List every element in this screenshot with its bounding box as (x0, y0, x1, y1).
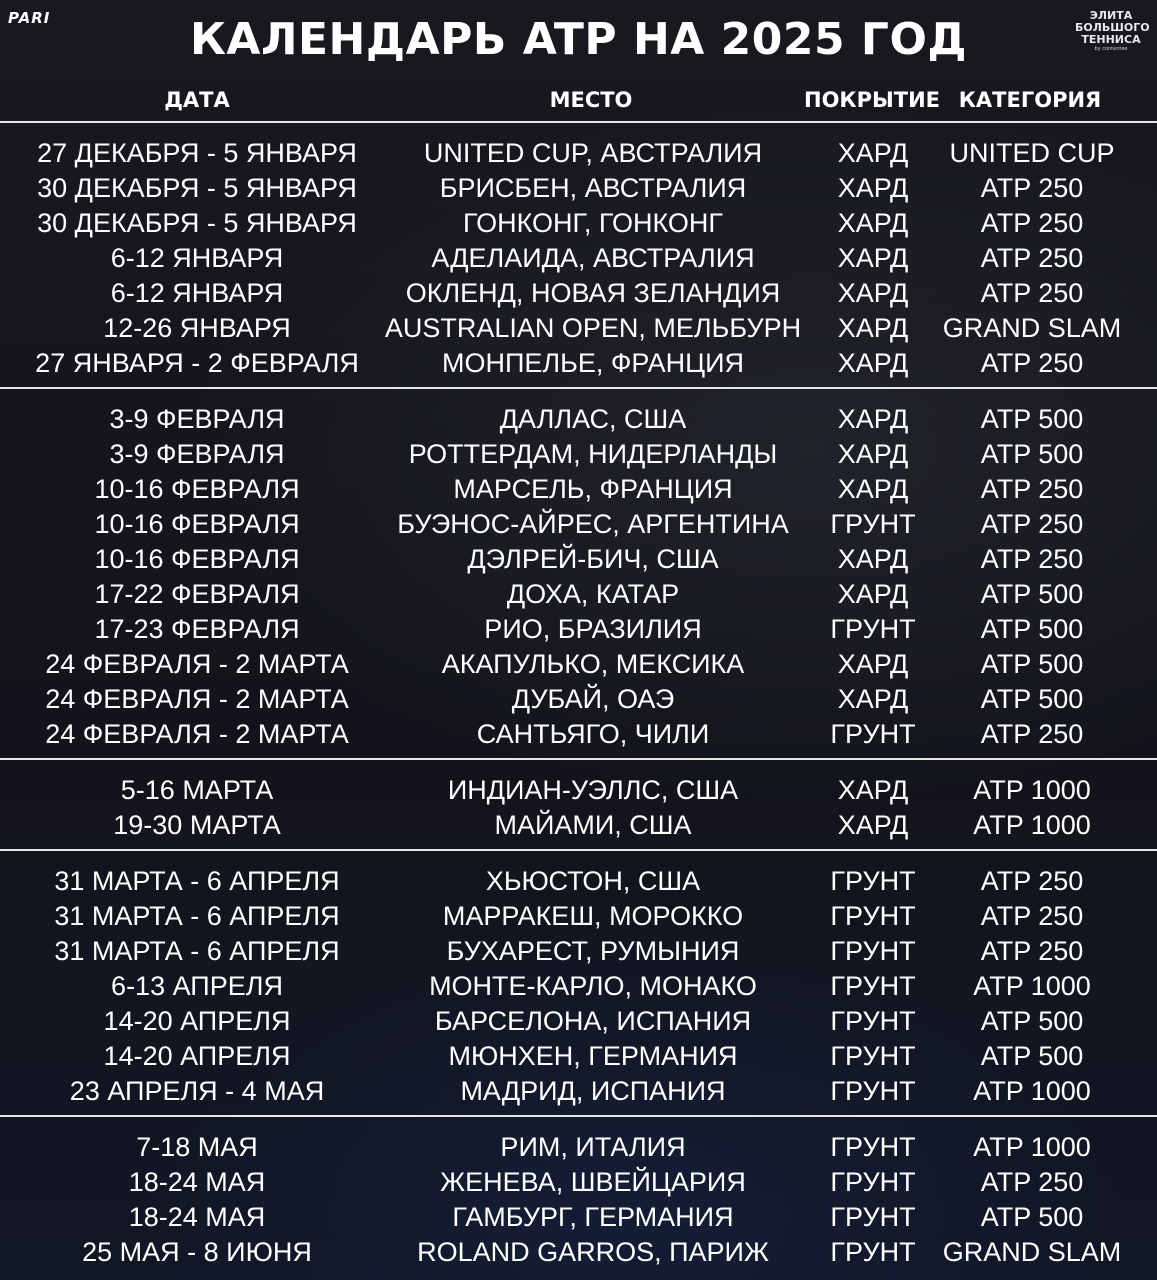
cell-category: ATP 500 (980, 439, 1084, 469)
cell-date: 25 МАЯ - 8 ИЮНЯ (82, 1237, 312, 1267)
cell-date: 3-9 ФЕВРАЛЯ (109, 439, 285, 469)
cell-place: ОКЛЕНД, НОВАЯ ЗЕЛАНДИЯ (405, 278, 781, 308)
cell-surface: ХАРД (837, 243, 909, 273)
table-row (0, 241, 1157, 276)
cell-surface: ХАРД (837, 649, 909, 679)
cell-surface: ХАРД (837, 208, 909, 238)
table-row (0, 276, 1157, 311)
cell-surface: ГРУНТ (830, 1237, 916, 1267)
table-row (0, 612, 1157, 647)
table-row (0, 437, 1157, 472)
cell-date: 3-9 ФЕВРАЛЯ (109, 404, 285, 434)
cell-category: ATP 1000 (973, 775, 1091, 805)
cell-place: РИМ, ИТАЛИЯ (500, 1132, 686, 1162)
cell-surface: ХАРД (837, 684, 909, 714)
cell-category: ATP 500 (980, 649, 1084, 679)
cell-category: ATP 250 (980, 1167, 1084, 1197)
cell-date: 18-24 МАЯ (128, 1202, 266, 1232)
table-row (0, 136, 1157, 171)
cell-surface: ГРУНТ (830, 1006, 916, 1036)
cell-place: МАДРИД, ИСПАНИЯ (460, 1076, 726, 1106)
cell-place: ИНДИАН-УЭЛЛС, США (447, 775, 739, 805)
cell-date: 30 ДЕКАБРЯ - 5 ЯНВАРЯ (37, 208, 357, 238)
table-row (0, 864, 1157, 899)
cell-surface: ГРУНТ (830, 1167, 916, 1197)
cell-place: БАРСЕЛОНА, ИСПАНИЯ (434, 1006, 752, 1036)
cell-place: ГАМБУРГ, ГЕРМАНИЯ (452, 1202, 734, 1232)
cell-date: 10-16 ФЕВРАЛЯ (94, 509, 300, 539)
cell-surface: ГРУНТ (830, 1041, 916, 1071)
cell-date: 6-12 ЯНВАРЯ (110, 278, 284, 308)
cell-date: 14-20 АПРЕЛЯ (103, 1006, 291, 1036)
logo-line: БОЛЬШОГО (1075, 21, 1150, 34)
cell-date: 17-22 ФЕВРАЛЯ (94, 579, 300, 609)
cell-date: 7-18 МАЯ (136, 1132, 258, 1162)
cell-place: АДЕЛАИДА, АВСТРАЛИЯ (431, 243, 755, 273)
logo-line: ТЕННИСА (1081, 33, 1141, 46)
cell-place: ДОХА, КАТАР (506, 579, 680, 609)
table-row (0, 206, 1157, 241)
table-row (0, 507, 1157, 542)
table-row (0, 346, 1157, 381)
cell-place: ХЬЮСТОН, США (485, 866, 701, 896)
cell-surface: ХАРД (837, 348, 909, 378)
table-row (0, 402, 1157, 437)
cell-date: 14-20 АПРЕЛЯ (103, 1041, 291, 1071)
cell-category: ATP 250 (980, 243, 1084, 273)
cell-date: 24 ФЕВРАЛЯ - 2 МАРТА (45, 684, 349, 714)
cell-surface: ГРУНТ (830, 866, 916, 896)
cell-place: САНТЬЯГО, ЧИЛИ (476, 719, 710, 749)
cell-surface: ХАРД (837, 775, 909, 805)
cell-category: ATP 500 (980, 614, 1084, 644)
group-separator (0, 758, 1157, 760)
cell-place: МАРРАКЕШ, МОРОККО (442, 901, 744, 931)
table-row (0, 682, 1157, 717)
table-row (0, 311, 1157, 346)
table-row (0, 808, 1157, 843)
cell-place: МОНТЕ-КАРЛО, МОНАКО (429, 971, 757, 1001)
cell-place: РОТТЕРДАМ, НИДЕРЛАНДЫ (408, 439, 778, 469)
cell-date: 6-12 ЯНВАРЯ (110, 243, 284, 273)
cell-category: ATP 250 (980, 278, 1084, 308)
cell-category: ATP 250 (980, 474, 1084, 504)
table-row (0, 773, 1157, 808)
cell-category: ATP 250 (980, 348, 1084, 378)
cell-place: ГОНКОНГ, ГОНКОНГ (462, 208, 724, 238)
cell-date: 27 ЯНВАРЯ - 2 ФЕВРАЛЯ (35, 348, 359, 378)
cell-surface: ХАРД (837, 439, 909, 469)
table-row (0, 717, 1157, 752)
cell-place: МАРСЕЛЬ, ФРАНЦИЯ (453, 474, 733, 504)
cell-place: БРИСБЕН, АВСТРАЛИЯ (439, 173, 747, 203)
table-header (0, 88, 1157, 116)
cell-date: 12-26 ЯНВАРЯ (103, 313, 291, 343)
cell-surface: ГРУНТ (830, 936, 916, 966)
cell-surface: ГРУНТ (830, 719, 916, 749)
cell-place: AUSTRALIAN OPEN, МЕЛЬБУРН (384, 313, 802, 343)
cell-place: ДАЛЛАС, США (499, 404, 687, 434)
cell-category: UNITED CUP (949, 138, 1115, 168)
header-date: ДАТА (164, 88, 230, 112)
cell-surface: ХАРД (837, 579, 909, 609)
cell-category: ATP 500 (980, 579, 1084, 609)
table-row (0, 1074, 1157, 1109)
cell-category: ATP 500 (980, 684, 1084, 714)
cell-surface: ХАРД (837, 544, 909, 574)
cell-place: БУХАРЕСТ, РУМЫНИЯ (446, 936, 740, 966)
cell-surface: ГРУНТ (830, 901, 916, 931)
cell-surface: ХАРД (837, 278, 909, 308)
cell-date: 18-24 МАЯ (128, 1167, 266, 1197)
table-row (0, 1165, 1157, 1200)
cell-surface: ГРУНТ (830, 1076, 916, 1106)
page-title: КАЛЕНДАРЬ ATP НА 2025 ГОД (189, 14, 968, 65)
table-row (0, 1004, 1157, 1039)
cell-place: МОНПЕЛЬЕ, ФРАНЦИЯ (442, 348, 744, 378)
header-place: МЕСТО (549, 88, 633, 112)
cell-place: РИО, БРАЗИЛИЯ (484, 614, 702, 644)
cell-date: 6-13 АПРЕЛЯ (111, 971, 283, 1001)
pari-logo: PARI (8, 9, 51, 27)
table-row (0, 1200, 1157, 1235)
cell-surface: ХАРД (837, 474, 909, 504)
cell-date: 5-16 МАРТА (120, 775, 274, 805)
table-row (0, 472, 1157, 507)
table-row (0, 1130, 1157, 1165)
cell-surface: ХАРД (837, 138, 909, 168)
cell-category: ATP 250 (980, 509, 1084, 539)
header-category: КАТЕГОРИЯ (958, 88, 1102, 112)
cell-date: 24 ФЕВРАЛЯ - 2 МАРТА (45, 649, 349, 679)
table-row (0, 969, 1157, 1004)
cell-surface: ГРУНТ (830, 1132, 916, 1162)
cell-date: 31 МАРТА - 6 АПРЕЛЯ (54, 866, 340, 896)
table-row (0, 577, 1157, 612)
cell-category: ATP 1000 (973, 1132, 1091, 1162)
cell-place: ДУБАЙ, ОАЭ (511, 684, 675, 714)
cell-surface: ХАРД (837, 173, 909, 203)
cell-place: АКАПУЛЬКО, МЕКСИКА (441, 649, 745, 679)
cell-place: UNITED CUP, АВСТРАЛИЯ (423, 138, 763, 168)
cell-category: GRAND SLAM (942, 1237, 1122, 1267)
cell-date: 19-30 МАРТА (113, 810, 281, 840)
table-row (0, 899, 1157, 934)
cell-surface: ХАРД (837, 404, 909, 434)
cell-date: 17-23 ФЕВРАЛЯ (94, 614, 300, 644)
cell-category: ATP 500 (980, 1202, 1084, 1232)
cell-place: БУЭНОС-АЙРЕС, АРГЕНТИНА (397, 509, 789, 539)
cell-category: ATP 250 (980, 719, 1084, 749)
table-row (0, 647, 1157, 682)
cell-category: ATP 500 (980, 404, 1084, 434)
cell-category: ATP 250 (980, 936, 1084, 966)
logo-subline: by contentee (1094, 46, 1128, 52)
cell-category: ATP 250 (980, 866, 1084, 896)
cell-place: ДЭЛРЕЙ-БИЧ, США (467, 544, 719, 574)
header-surface: ПОКРЫТИЕ (804, 88, 940, 112)
group-separator (0, 387, 1157, 389)
cell-date: 31 МАРТА - 6 АПРЕЛЯ (54, 936, 340, 966)
group-separator (0, 1115, 1157, 1117)
cell-date: 10-16 ФЕВРАЛЯ (94, 474, 300, 504)
cell-place: МАЙАМИ, США (494, 810, 692, 840)
cell-date: 31 МАРТА - 6 АПРЕЛЯ (54, 901, 340, 931)
cell-category: ATP 250 (980, 544, 1084, 574)
cell-surface: ГРУНТ (830, 1202, 916, 1232)
cell-date: 24 ФЕВРАЛЯ - 2 МАРТА (45, 719, 349, 749)
cell-surface: ХАРД (837, 313, 909, 343)
table-row (0, 1235, 1157, 1270)
cell-date: 30 ДЕКАБРЯ - 5 ЯНВАРЯ (37, 173, 357, 203)
cell-place: ROLAND GARROS, ПАРИЖ (417, 1237, 769, 1267)
cell-place: ЖЕНЕВА, ШВЕЙЦАРИЯ (440, 1167, 746, 1197)
cell-surface: ГРУНТ (830, 614, 916, 644)
cell-category: GRAND SLAM (942, 313, 1122, 343)
cell-surface: ХАРД (837, 810, 909, 840)
logo-line: ЭЛИТА (1089, 9, 1133, 22)
cell-surface: ГРУНТ (830, 971, 916, 1001)
cell-category: ATP 500 (980, 1006, 1084, 1036)
cell-category: ATP 250 (980, 901, 1084, 931)
table-row (0, 171, 1157, 206)
table-row (0, 542, 1157, 577)
group-separator (0, 849, 1157, 851)
table-row (0, 934, 1157, 969)
cell-surface: ГРУНТ (830, 509, 916, 539)
group-separator (0, 121, 1157, 123)
table-row (0, 1039, 1157, 1074)
cell-date: 10-16 ФЕВРАЛЯ (94, 544, 300, 574)
cell-place: МЮНХЕН, ГЕРМАНИЯ (448, 1041, 738, 1071)
cell-date: 27 ДЕКАБРЯ - 5 ЯНВАРЯ (37, 138, 357, 168)
cell-category: ATP 250 (980, 173, 1084, 203)
cell-date: 23 АПРЕЛЯ - 4 МАЯ (69, 1076, 325, 1106)
cell-category: ATP 1000 (973, 1076, 1091, 1106)
cell-category: ATP 1000 (973, 810, 1091, 840)
cell-category: ATP 250 (980, 208, 1084, 238)
cell-category: ATP 1000 (973, 971, 1091, 1001)
cell-category: ATP 500 (980, 1041, 1084, 1071)
